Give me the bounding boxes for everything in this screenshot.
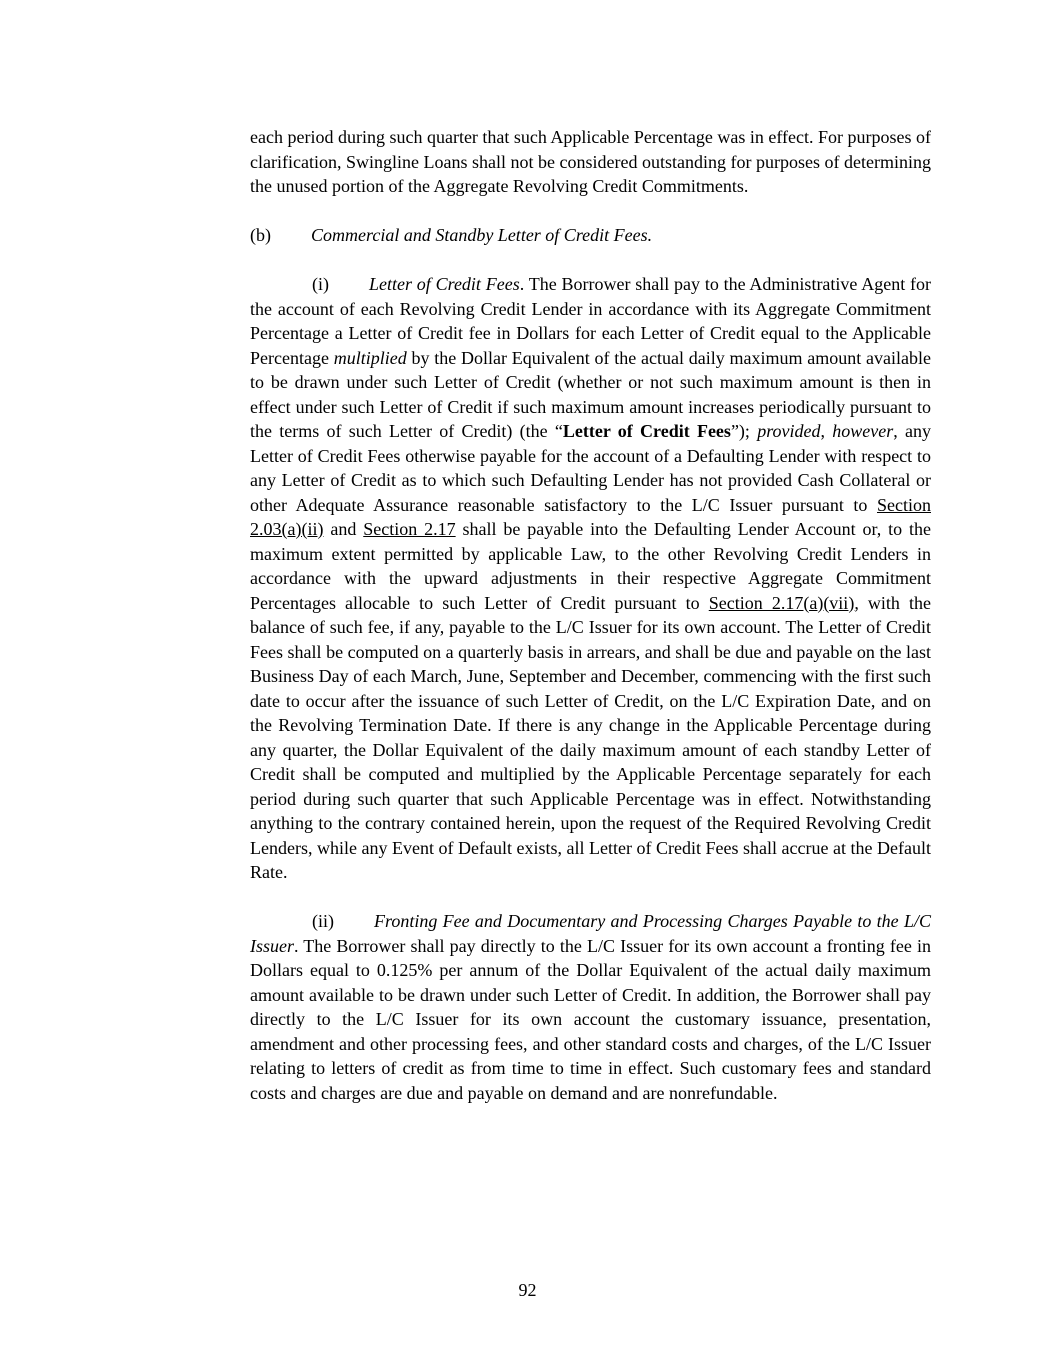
text-run: by the Dollar Equivalent of the actual daily maximum amount available to be drawn under such Letter of Credit (whether or not such maximum amount is then in effect under such Letter of Credit if such maximum amount increases periodically pursuant to the terms of such Letter of Credit) (the “ (250, 347, 932, 441)
text-run: multiplied (333, 347, 407, 368)
text-run: (b) (250, 225, 271, 245)
paragraph (250, 272, 931, 885)
text-run: provided (757, 421, 821, 441)
text-run: and (323, 519, 364, 539)
paragraph (250, 223, 931, 248)
paragraph (250, 125, 931, 199)
text-run: , any Letter of Credit Fees otherwise payable for the account of a Defaulting Lender with respect to any Letter of Credit as to which such Defaulting Lender has not provided Cash Collateral or other Adequate Assurance reasonable satisfactory to the L/C Issuer pursuant to (250, 421, 932, 515)
section-reference: Section 2.17(a)(vii) (708, 592, 855, 613)
text-run: Fronting Fee and Documentary and Processing Charges Payable to the L/C Issuer (250, 911, 931, 956)
paragraph (250, 909, 931, 1105)
text-run: . The Borrower shall pay to the Administrative Agent for the account of each Revolving Credit Lender in accordance with its Aggregate Commitment Percentage a Letter of Credit fee in Dollars for each Letter of Credit equal to the Applicable Percentage (250, 274, 932, 368)
page-number: 92 (518, 1280, 537, 1300)
document-body (250, 125, 931, 1130)
page-footer (0, 1278, 1055, 1303)
text-run: shall be payable into the Defaulting Lender Account or, to the maximum extent permitted by applicable Law, to the other Revolving Credit Lenders in accordance with the upward adjustments in their respective Aggregate Commitment Percentages allocable to such Letter of Credit pursuant to (250, 519, 931, 613)
section-reference: Section 2.17 (363, 519, 456, 539)
text-run: (i) (312, 274, 329, 294)
text-run: , with the balance of such fee, if any, payable to the L/C Issuer for its own account. The Letter of Credit Fees shall be computed on a quarterly basis in arrears, and shall be due and payable on the last Business Day of each March, June, September and December, commencing with the first such date to occur after the issuance of such Letter of Credit, on the L/C Expiration Date, and on the Revolving Termination Date. If there is any change in the Applicable Percentage during any quarter, the Dollar Equivalent of the daily maximum amount of each standby Letter of Credit shall be computed and multiplied by the Applicable Percentage separately for each period during such quarter that such Applicable Percentage was in effect. Notwithstanding anything to the contrary contained herein, upon the request of the Required Revolving Credit Lenders, while any Event of Default exists, all Letter of Credit Fees shall accrue at the Default Rate. (250, 592, 931, 882)
text-run: (ii) (312, 911, 334, 931)
text-run: , (820, 421, 833, 441)
text-run: Letter of Credit Fees (562, 421, 731, 441)
section-reference: Section 2.03(a)(ii) (250, 494, 931, 539)
text-run: Letter of Credit Fees (369, 274, 520, 294)
text-run: . The Borrower shall pay directly to the L/C Issuer for its own account a fronting fee in Dollars equal to 0.125% per annum of the Dollar Equivalent of the actual daily maximum amount available to be drawn under such Letter of Credit. In addition, the Borrower shall pay directly to the L/C Issuer for its own account the customary issuance, presentation, amendment and other processing fees, and other standard costs and charges, of the L/C Issuer relating to letters of credit as from time to time in effect. Such customary fees and standard costs and charges are due and payable on demand and are nonrefundable. (250, 935, 931, 1103)
text-run: ”); (730, 421, 758, 441)
text-run: however (832, 421, 894, 441)
text-run: Commercial and Standby Letter of Credit Fees. (311, 225, 653, 245)
text-run: each period during such quarter that such Applicable Percentage was in effect. For purposes of clarification, Swingline Loans shall not be considered outstanding for purposes of determining the unused portion of the Aggregate Revolving Credit Commitments. (250, 127, 931, 196)
